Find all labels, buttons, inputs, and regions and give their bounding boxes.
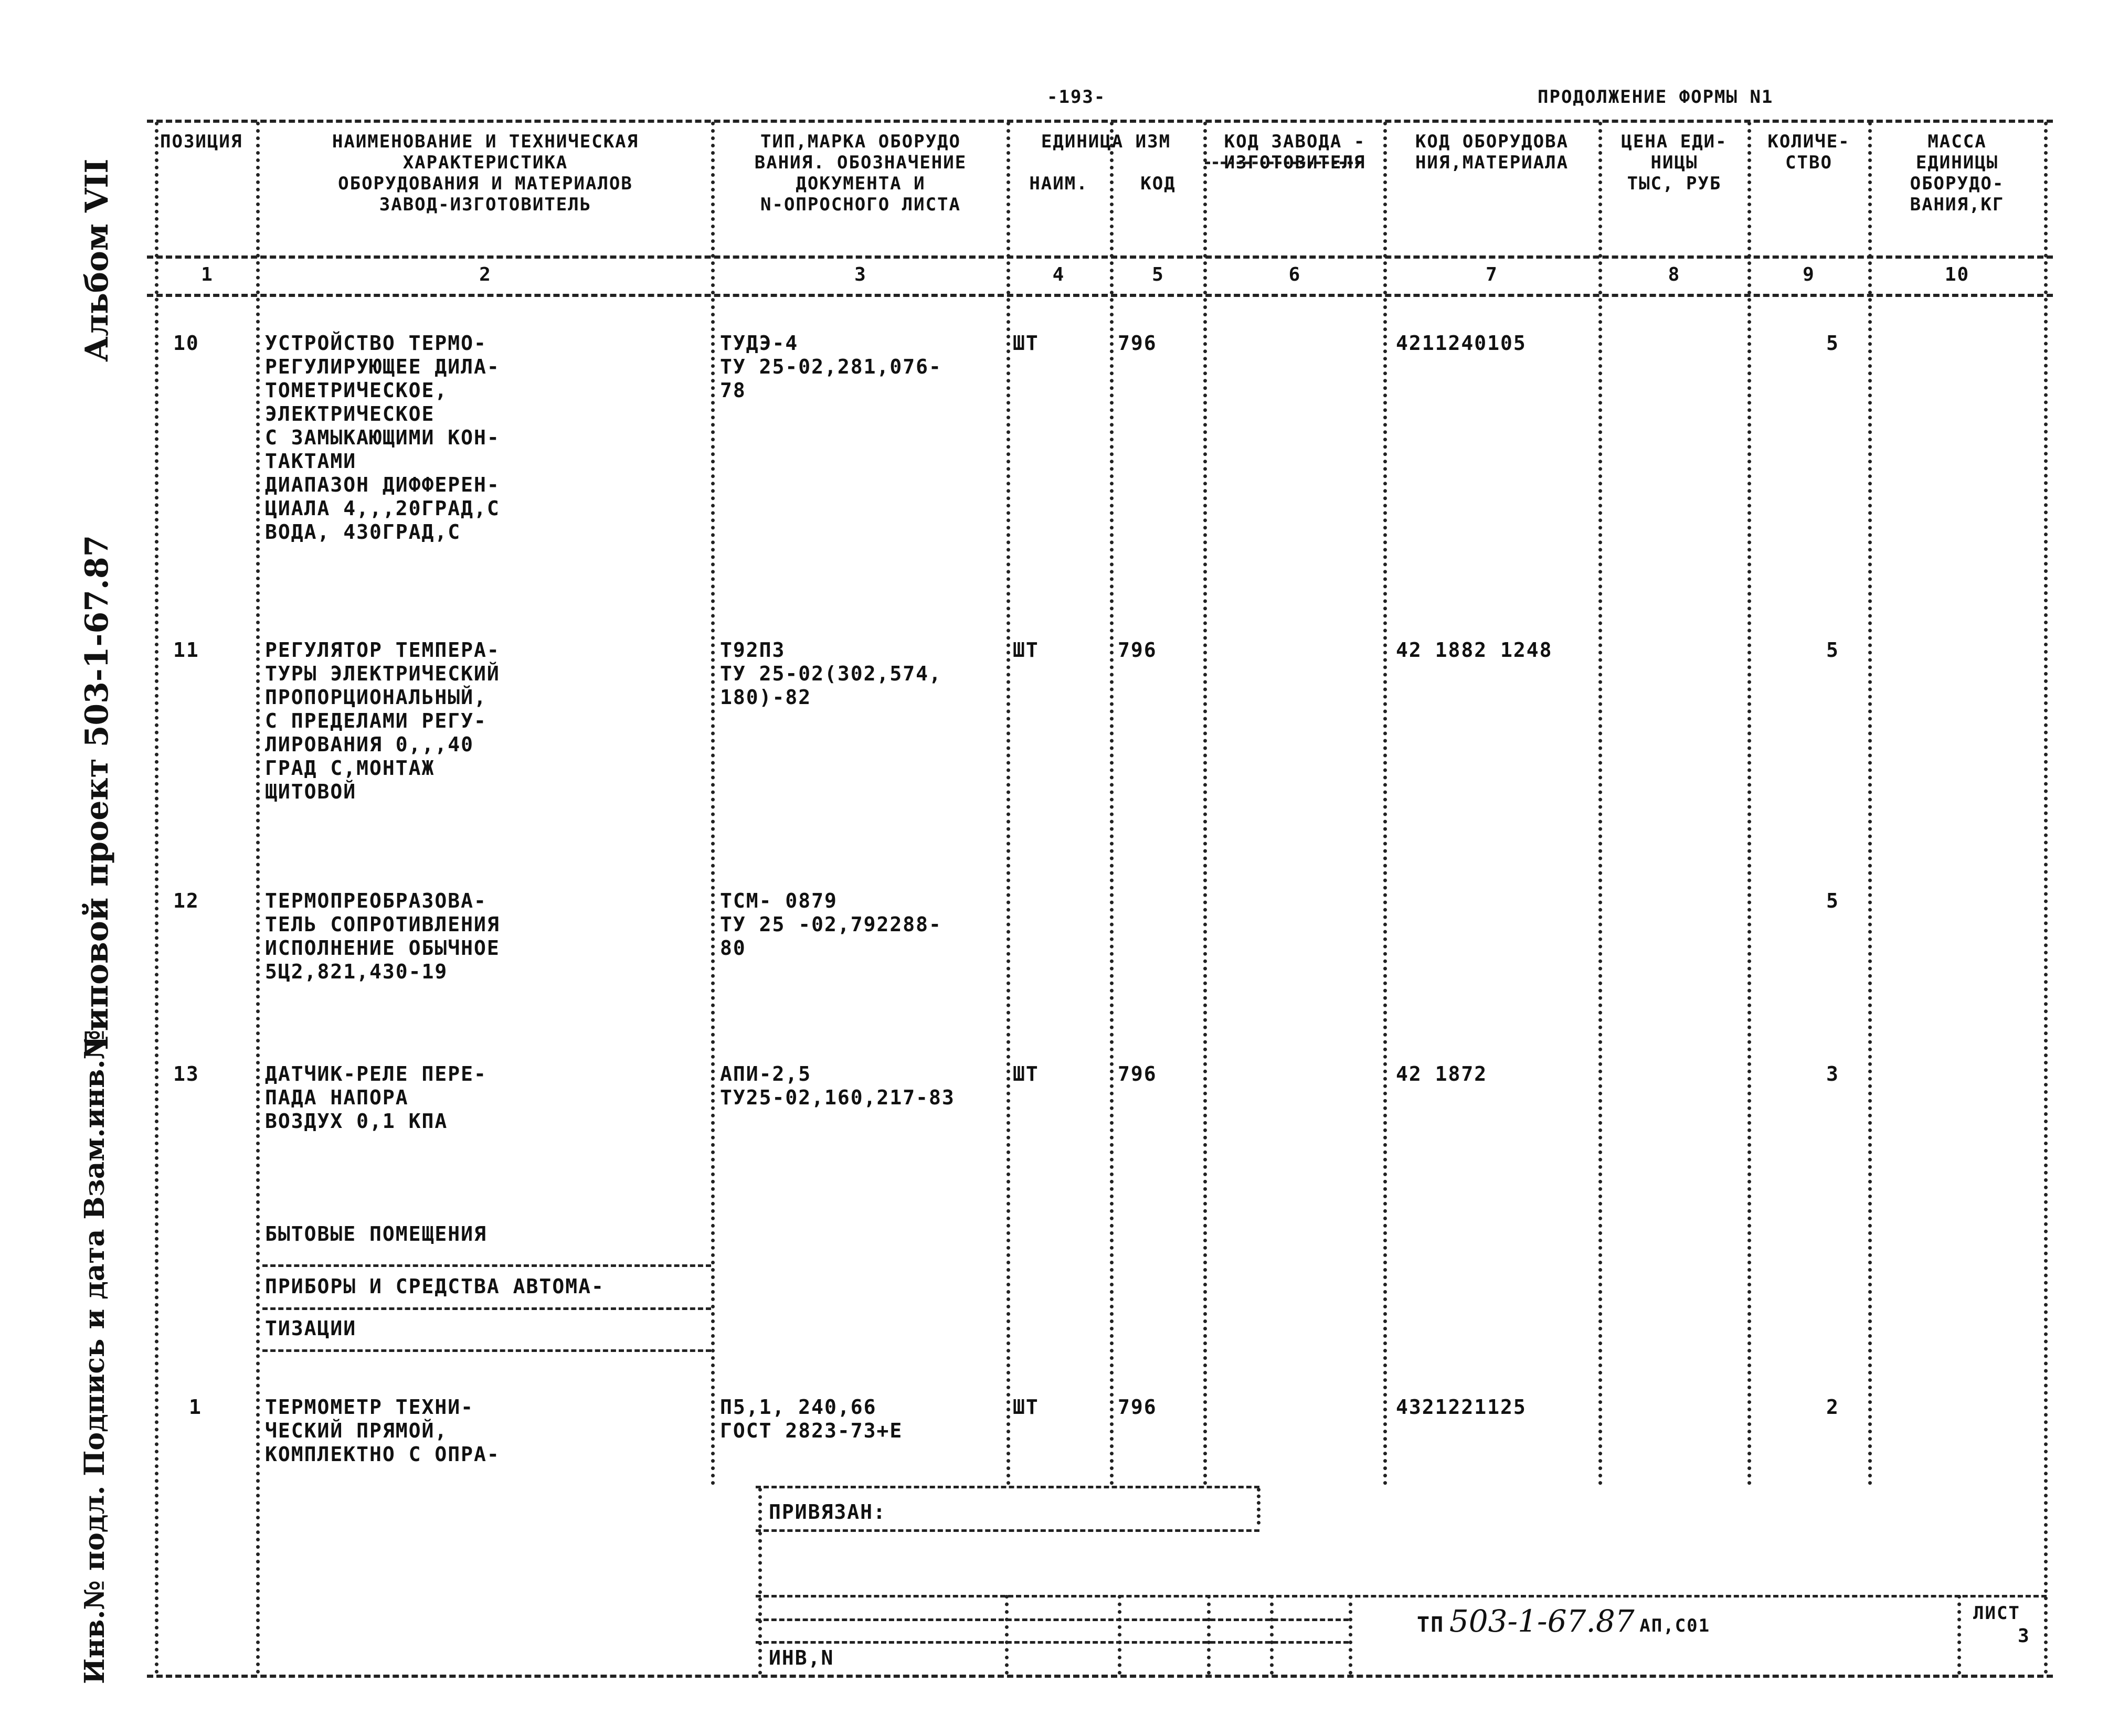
row-11-position: 11 bbox=[173, 638, 199, 662]
stamp-sheet-label: ЛИСТ bbox=[1973, 1603, 2020, 1624]
row-10-unit-name: ШТ bbox=[1013, 332, 1039, 355]
col-header-8: ЦЕНА ЕДИ- НИЦЫ ТЫС, РУБ bbox=[1621, 131, 1728, 194]
row-1-unit-name: ШТ bbox=[1013, 1396, 1039, 1419]
col-number-8: 8 bbox=[1668, 264, 1681, 285]
continuation-title: ПРОДОЛЖЕНИЕ ФОРМЫ N1 bbox=[1538, 87, 1774, 108]
section-subtitle-2: ТИЗАЦИИ bbox=[265, 1317, 357, 1340]
col-number-6: 6 bbox=[1288, 264, 1301, 285]
row-12-quantity: 5 bbox=[1826, 889, 1839, 912]
row-11-quantity: 5 bbox=[1826, 638, 1839, 662]
col-number-5: 5 bbox=[1152, 264, 1164, 285]
col-number-9: 9 bbox=[1803, 264, 1815, 285]
row-13-unit-code: 796 bbox=[1118, 1062, 1157, 1085]
row-13-position: 13 bbox=[173, 1062, 199, 1085]
col-number-7: 7 bbox=[1486, 264, 1498, 285]
row-1-position: 1 bbox=[189, 1396, 202, 1419]
row-1-unit-code: 796 bbox=[1118, 1396, 1157, 1419]
col-header-7: КОД ОБОРУДОВА НИЯ,МАТЕРИАЛА bbox=[1415, 131, 1569, 173]
row-11-name: РЕГУЛЯТОР ТЕМПЕРА- ТУРЫ ЭЛЕКТРИЧЕСКИЙ ПРОПОРЦИОНАЛЬНЫЙ, С ПРЕДЕЛАМИ РЕГУ- ЛИРОВАНИЯ 0,,,40 ГРАД С,МОНТАЖ ЩИТОВОЙ bbox=[265, 638, 500, 803]
page-number: -193- bbox=[1047, 87, 1106, 108]
row-1-type: П5,1, 240,66 ГОСТ 2823-73+Е bbox=[720, 1396, 903, 1442]
col-header-9: КОЛИЧЕ- СТВО bbox=[1767, 131, 1850, 173]
col-number-10: 10 bbox=[1944, 264, 1970, 285]
row-12-position: 12 bbox=[173, 889, 199, 912]
col-header-2: НАИМЕНОВАНИЕ И ТЕХНИЧЕСКАЯ ХАРАКТЕРИСТИКА ОБОРУДОВАНИЯ И МАТЕРИАЛОВ ЗАВОД-ИЗГОТОВИТЕЛЬ bbox=[332, 131, 639, 215]
margin-project: Типовой проект 503-1-67.87 bbox=[79, 535, 115, 1055]
row-10-position: 10 bbox=[173, 332, 199, 355]
col-header-3: ТИП,МАРКА ОБОРУДО ВАНИЯ. ОБОЗНАЧЕНИЕ ДОКУМЕНТА И N-ОПРОСНОГО ЛИСТА bbox=[754, 131, 967, 215]
stamp-project-code bbox=[1417, 1603, 1710, 1639]
row-10-type: ТУДЭ-4 ТУ 25-02,281,076- 78 bbox=[720, 332, 942, 402]
col-header-6: КОД ЗАВОДА - ИЗГОТОВИТЕЛЯ bbox=[1224, 131, 1366, 173]
row-10-quantity: 5 bbox=[1826, 332, 1839, 355]
section-subtitle-1: ПРИБОРЫ И СРЕДСТВА АВТОМА- bbox=[265, 1275, 605, 1298]
col-number-4: 4 bbox=[1052, 264, 1065, 285]
col-header-1: ПОЗИЦИЯ bbox=[160, 131, 243, 152]
stamp-privyazan: ПРИВЯЗАН: bbox=[769, 1500, 886, 1524]
row-10-unit-code: 796 bbox=[1118, 332, 1157, 355]
row-11-equipment-code: 42 1882 1248 bbox=[1396, 638, 1553, 662]
stamp-project-number: 503-1-67.87 bbox=[1449, 1603, 1635, 1639]
col-number-1: 1 bbox=[201, 264, 214, 285]
row-13-equipment-code: 42 1872 bbox=[1396, 1062, 1488, 1085]
row-13-name: ДАТЧИК-РЕЛЕ ПЕРЕ- ПАДА НАПОРА ВОЗДУХ 0,1 КПА bbox=[265, 1062, 487, 1133]
stamp-album-code: АП,С01 bbox=[1639, 1615, 1711, 1636]
row-13-quantity: 3 bbox=[1826, 1062, 1839, 1085]
row-1-equipment-code: 4321221125 bbox=[1396, 1396, 1527, 1419]
margin-stamp: Инв.№ подл. Подпись и дата Взам.инв.№ bbox=[79, 1030, 111, 1684]
col-header-unit-group: ЕДИНИЦА ИЗМ bbox=[1041, 131, 1171, 152]
stamp-project-prefix: ТП bbox=[1417, 1613, 1445, 1637]
row-13-unit-name: ШТ bbox=[1013, 1062, 1039, 1085]
row-1-name: ТЕРМОМЕТР ТЕХНИ- ЧЕСКИЙ ПРЯМОЙ, КОМПЛЕКТНО С ОПРА- bbox=[265, 1396, 500, 1466]
row-1-quantity: 2 bbox=[1826, 1396, 1839, 1419]
row-11-type: Т92П3 ТУ 25-02(302,574, 180)-82 bbox=[720, 638, 942, 709]
col-number-2: 2 bbox=[479, 264, 492, 285]
col-header-5: КОД bbox=[1140, 173, 1176, 194]
row-12-name: ТЕРМОПРЕОБРАЗОВА- ТЕЛЬ СОПРОТИВЛЕНИЯ ИСПОЛНЕНИЕ ОБЫЧНОЕ 5Ц2,821,430-19 bbox=[265, 889, 500, 983]
col-number-3: 3 bbox=[854, 264, 867, 285]
col-header-4: НАИМ. bbox=[1029, 173, 1088, 194]
stamp-sheet-number: 3 bbox=[2018, 1625, 2030, 1647]
section-title: БЫТОВЫЕ ПОМЕЩЕНИЯ bbox=[265, 1222, 487, 1245]
row-10-name: УСТРОЙСТВО ТЕРМО- РЕГУЛИРУЮЩЕЕ ДИЛА- ТОМЕТРИЧЕСКОЕ, ЭЛЕКТРИЧЕСКОЕ С ЗАМЫКАЮЩИМИ КОН- ТАКТАМИ ДИАПАЗОН ДИФФЕРЕН- ЦИАЛА 4,,,20ГРАД,С ВОДА, 430ГРАД,С bbox=[265, 332, 500, 544]
margin-album: Альбом VII bbox=[79, 158, 115, 362]
row-12-type: ТСМ- 0879 ТУ 25 -02,792288- 80 bbox=[720, 889, 942, 960]
row-11-unit-code: 796 bbox=[1118, 638, 1157, 662]
row-11-unit-name: ШТ bbox=[1013, 638, 1039, 662]
col-header-10: МАССА ЕДИНИЦЫ ОБОРУДО- ВАНИЯ,КГ bbox=[1910, 131, 2005, 215]
row-13-type: АПИ-2,5 ТУ25-02,160,217-83 bbox=[720, 1062, 955, 1109]
stamp-inv-no: ИНВ,N bbox=[769, 1646, 834, 1669]
row-10-equipment-code: 4211240105 bbox=[1396, 332, 1527, 355]
